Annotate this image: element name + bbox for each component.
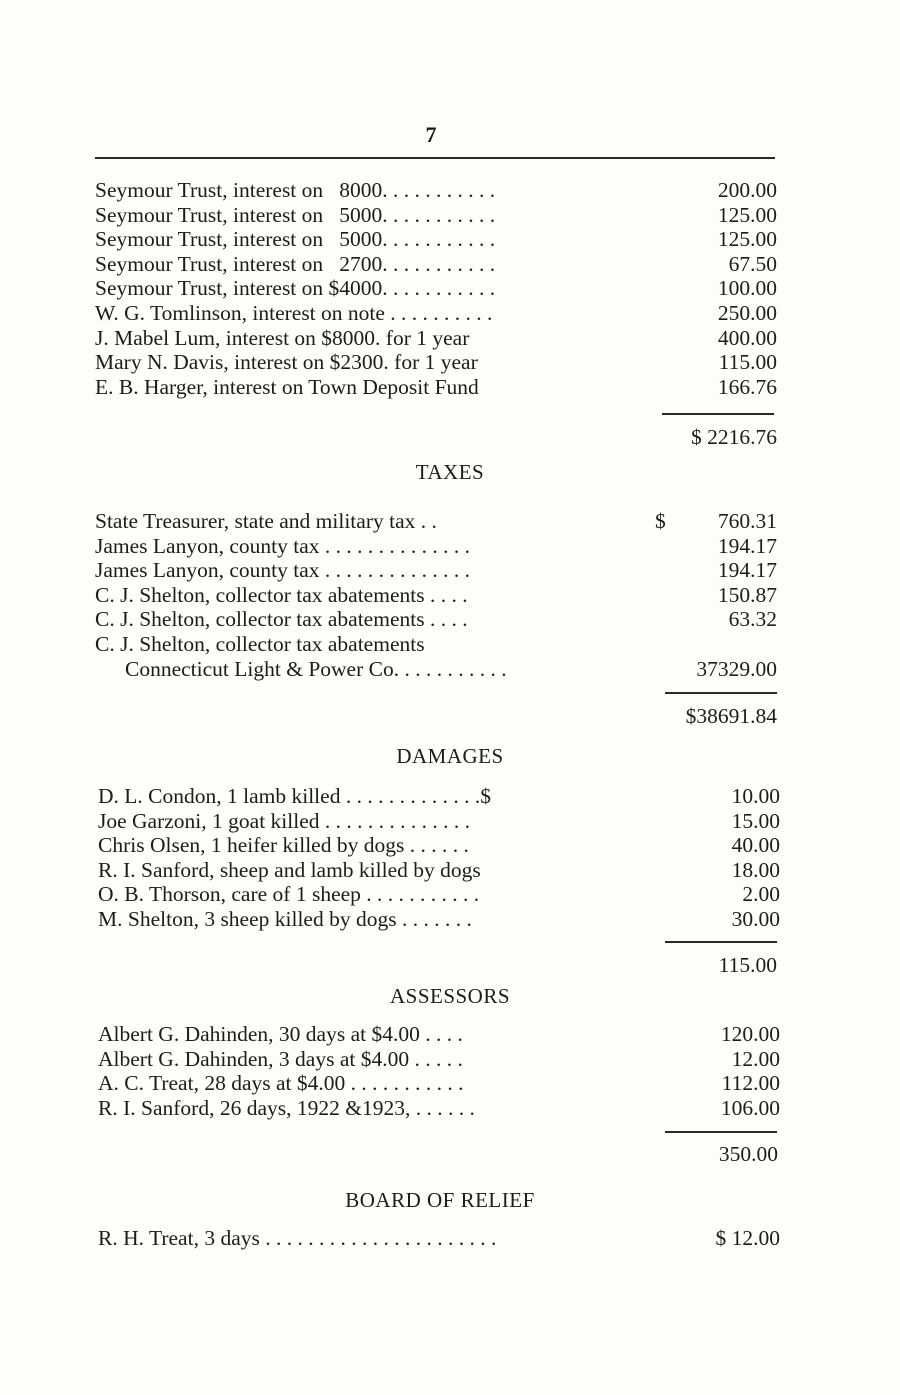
row-description: M. Shelton, 3 sheep killed by dogs . . . . . . .	[98, 906, 472, 931]
row-amount: 37329.00	[696, 656, 777, 681]
section-heading-board-of-relief: BOARD OF RELIEF	[345, 1188, 535, 1212]
ledger-row	[98, 1022, 780, 1047]
row-amount: 194.17	[717, 533, 777, 558]
row-description: Seymour Trust, interest on 2700. . . . . . . . . . .	[95, 251, 496, 276]
ledger-row	[95, 583, 777, 608]
row-amount: 63.32	[728, 607, 777, 632]
row-amount: 166.76	[717, 374, 777, 399]
row-description: Albert G. Dahinden, 3 days at $4.00 . . . . .	[98, 1046, 463, 1071]
header-rule	[95, 157, 775, 159]
row-amount: 125.00	[717, 227, 777, 252]
ledger-row	[95, 203, 777, 228]
row-amount: 10.00	[731, 784, 780, 808]
ledger-row	[95, 276, 777, 301]
ledger-row	[95, 509, 777, 534]
section-heading-assessors: ASSESSORS	[389, 984, 511, 1008]
row-amount: 2.00	[742, 882, 780, 907]
ledger-row	[95, 607, 777, 632]
row-description: James Lanyon, county tax . . . . . . . . . . . . . .	[95, 533, 471, 558]
assessors-section	[98, 1022, 780, 1120]
row-description: C. J. Shelton, collector tax abatements . . . .	[95, 582, 468, 607]
row-amount: $ 12.00	[715, 1226, 780, 1250]
row-amount: 15.00	[731, 808, 780, 833]
row-amount: 150.87	[717, 582, 777, 607]
row-description: James Lanyon, county tax . . . . . . . . . . . . . .	[95, 558, 471, 583]
assessors-total: 350.00	[718, 1142, 778, 1166]
ledger-row	[98, 809, 780, 834]
ledger-row	[95, 534, 777, 559]
row-amount: 125.00	[717, 202, 777, 227]
ledger-row	[95, 558, 777, 583]
taxes-total: $38691.84	[685, 704, 777, 728]
ledger-row	[95, 350, 777, 375]
ledger-row	[98, 833, 780, 858]
row-description: Chris Olsen, 1 heifer killed by dogs . . . . . .	[98, 833, 469, 858]
row-description: J. Mabel Lum, interest on $8000. for 1 year	[95, 325, 470, 350]
ledger-row	[98, 858, 780, 883]
row-description: Joe Garzoni, 1 goat killed . . . . . . . . . . . . . .	[98, 808, 471, 833]
ledger-row	[95, 301, 777, 326]
subtotal-rule	[665, 941, 777, 943]
row-description: C. J. Shelton, collector tax abatements . . . .	[95, 607, 468, 632]
row-amount: 18.00	[731, 857, 780, 882]
row-amount: 400.00	[717, 325, 777, 350]
row-amount: 112.00	[721, 1071, 780, 1096]
row-description: R. I. Sanford, 26 days, 1922 &1923, . . . . . .	[98, 1095, 475, 1120]
ledger-row	[98, 1226, 780, 1251]
damages-section	[98, 784, 780, 932]
ledger-row	[95, 178, 777, 203]
row-description: Mary N. Davis, interest on $2300. for 1 year	[95, 350, 478, 375]
ledger-row	[98, 784, 780, 809]
damages-total: 115.00	[718, 953, 777, 977]
row-description: D. L. Condon, 1 lamb killed . . . . . . . . . . . . .$	[98, 784, 491, 808]
row-description: Connecticut Light & Power Co. . . . . . . . . . .	[125, 656, 507, 681]
dollar-sign: $	[655, 509, 666, 533]
interest-total: $ 2216.76	[691, 425, 777, 449]
row-amount: 12.00	[731, 1046, 780, 1071]
row-amount: 115.00	[718, 350, 777, 375]
row-amount: 760.31	[717, 509, 777, 533]
subtotal-rule	[665, 1131, 777, 1133]
row-amount: 250.00	[717, 300, 777, 325]
row-amount: 120.00	[720, 1022, 780, 1046]
ledger-row	[98, 882, 780, 907]
row-amount: 30.00	[731, 906, 780, 931]
board-of-relief-section	[98, 1226, 780, 1251]
taxes-section	[95, 509, 777, 681]
row-amount: 194.17	[717, 558, 777, 583]
ledger-row	[95, 657, 777, 682]
row-description: Seymour Trust, interest on 8000. . . . . . . . . . .	[95, 178, 496, 202]
ledger-row	[98, 1071, 780, 1096]
section-heading-taxes: TAXES	[415, 460, 485, 484]
row-description: Seymour Trust, interest on $4000. . . . . . . . . . .	[95, 276, 496, 301]
row-description: Seymour Trust, interest on 5000. . . . . . . . . . .	[95, 227, 496, 252]
ledger-row	[95, 252, 777, 277]
subtotal-rule	[665, 692, 777, 694]
ledger-row	[95, 227, 777, 252]
ledger-row	[98, 1096, 780, 1121]
row-description: Albert G. Dahinden, 30 days at $4.00 . . . .	[98, 1022, 463, 1046]
row-description: O. B. Thorson, care of 1 sheep . . . . . . . . . . .	[98, 882, 480, 907]
interest-section	[95, 178, 777, 399]
row-amount: 40.00	[731, 833, 780, 858]
ledger-row	[95, 632, 777, 657]
ledger-row	[95, 326, 777, 351]
row-description: Seymour Trust, interest on 5000. . . . . . . . . . .	[95, 202, 496, 227]
row-amount: 100.00	[717, 276, 777, 301]
subtotal-rule	[662, 413, 774, 415]
row-amount: 200.00	[717, 178, 777, 202]
row-description: A. C. Treat, 28 days at $4.00 . . . . . . . . . . .	[98, 1071, 464, 1096]
ledger-row	[98, 907, 780, 932]
row-description: State Treasurer, state and military tax . .	[95, 509, 437, 533]
row-amount: 67.50	[728, 251, 777, 276]
row-description: R. I. Sanford, sheep and lamb killed by dogs	[98, 857, 481, 882]
row-description: W. G. Tomlinson, interest on note . . . . . . . . . .	[95, 300, 493, 325]
ledger-row	[95, 375, 777, 400]
row-description: E. B. Harger, interest on Town Deposit Fund	[95, 374, 479, 399]
row-description: C. J. Shelton, collector tax abatements	[95, 631, 425, 656]
ledger-row	[98, 1047, 780, 1072]
page-number: 7	[425, 122, 437, 147]
row-amount: 106.00	[720, 1095, 780, 1120]
row-description: R. H. Treat, 3 days . . . . . . . . . . . . . . . . . . . . . .	[98, 1226, 497, 1250]
section-heading-damages: DAMAGES	[396, 744, 504, 768]
